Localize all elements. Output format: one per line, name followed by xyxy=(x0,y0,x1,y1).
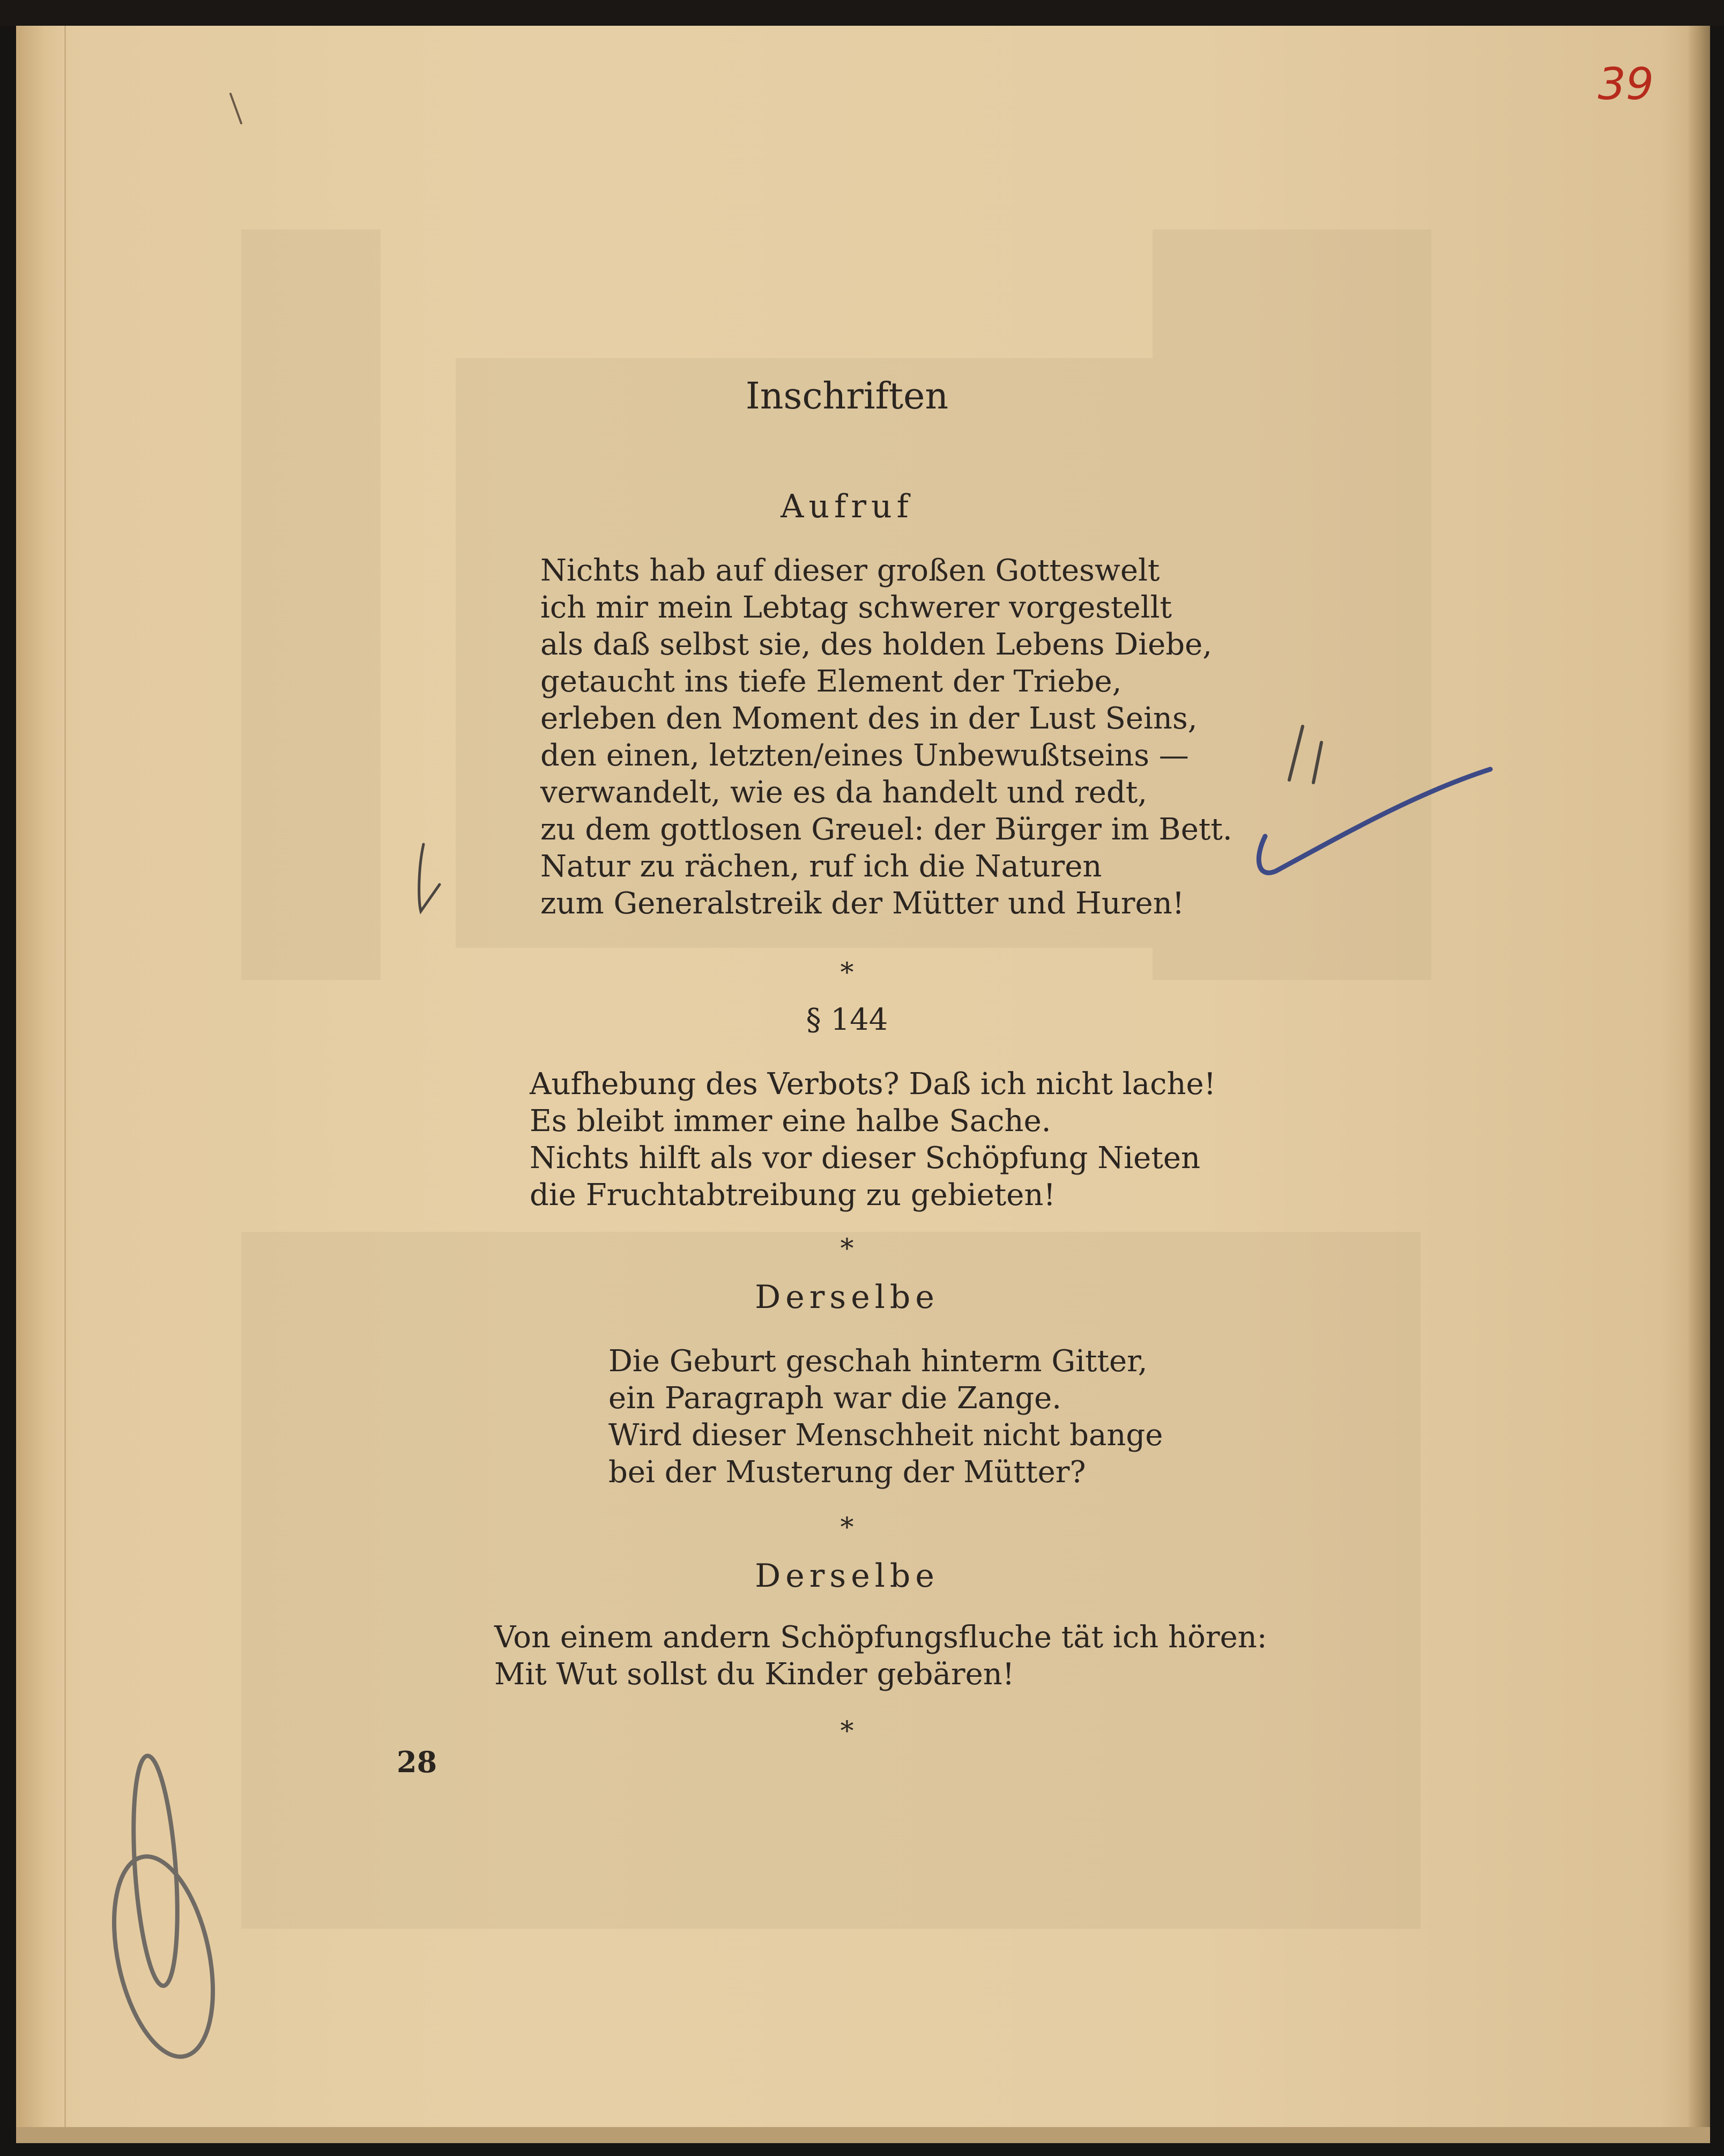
section-heading-paragraph-144: § 144 xyxy=(806,1002,888,1037)
verse-line: bei der Musterung der Mütter? xyxy=(608,1455,1086,1490)
verse-line: getaucht ins tiefe Element der Triebe, xyxy=(540,664,1122,699)
pencil-slash-mark xyxy=(419,844,440,911)
separator-star: * xyxy=(840,1512,854,1543)
verse-line: Mit Wut sollst du Kinder gebären! xyxy=(494,1657,1015,1692)
pencil-tick-mark xyxy=(231,94,241,123)
verse-line: erleben den Moment des in der Lust Seins, xyxy=(540,701,1198,736)
verse-line: Natur zu rächen, ruf ich die Naturen xyxy=(540,849,1102,884)
ink-check-mark xyxy=(1259,769,1490,873)
verse-line: Nichts hab auf dieser großen Gotteswelt xyxy=(540,553,1160,588)
section-heading-aufruf: Aufruf xyxy=(781,488,913,525)
verse-line: ein Paragraph war die Zange. xyxy=(608,1381,1062,1416)
page-number: 28 xyxy=(397,1745,437,1779)
pencil-slash-mark xyxy=(1289,726,1303,780)
verse-line: zu dem gottlosen Greuel: der Bürger im Bett. xyxy=(540,812,1232,847)
pencil-loop-mark xyxy=(98,1847,229,2065)
separator-star: * xyxy=(840,1233,854,1264)
verse-line: Es bleibt immer eine halbe Sache. xyxy=(530,1104,1051,1139)
verse-line: als daß selbst sie, des holden Lebens Diebe, xyxy=(540,627,1213,662)
page-title: Inschriften xyxy=(745,375,949,418)
verse-line: Wird dieser Menschheit nicht bange xyxy=(608,1418,1163,1453)
separator-star: * xyxy=(840,1715,854,1746)
verse-line: Von einem andern Schöpfungsfluche tät ich hören: xyxy=(494,1620,1267,1655)
verse-line: Aufhebung des Verbots? Daß ich nicht lache! xyxy=(530,1067,1216,1102)
section-heading-derselbe: Derselbe xyxy=(755,1557,939,1595)
folio-number: 39 xyxy=(1597,59,1654,110)
section-heading-derselbe: Derselbe xyxy=(755,1278,939,1316)
verse-line: die Fruchtabtreibung zu gebieten! xyxy=(530,1178,1056,1213)
verse-line: zum Generalstreik der Mütter und Huren! xyxy=(540,886,1185,921)
verse-line: ich mir mein Lebtag schwerer vorgestellt xyxy=(540,590,1172,625)
verse-line: den einen, letzten/eines Unbewußtseins — xyxy=(540,738,1189,773)
pencil-slash-mark xyxy=(1313,742,1321,783)
separator-star: * xyxy=(840,957,854,988)
verse-line: verwandelt, wie es da handelt und redt, xyxy=(540,775,1148,810)
verse-line: Die Geburt geschah hinterm Gitter, xyxy=(608,1344,1148,1379)
verse-line: Nichts hilft als vor dieser Schöpfung Nieten xyxy=(530,1141,1201,1176)
